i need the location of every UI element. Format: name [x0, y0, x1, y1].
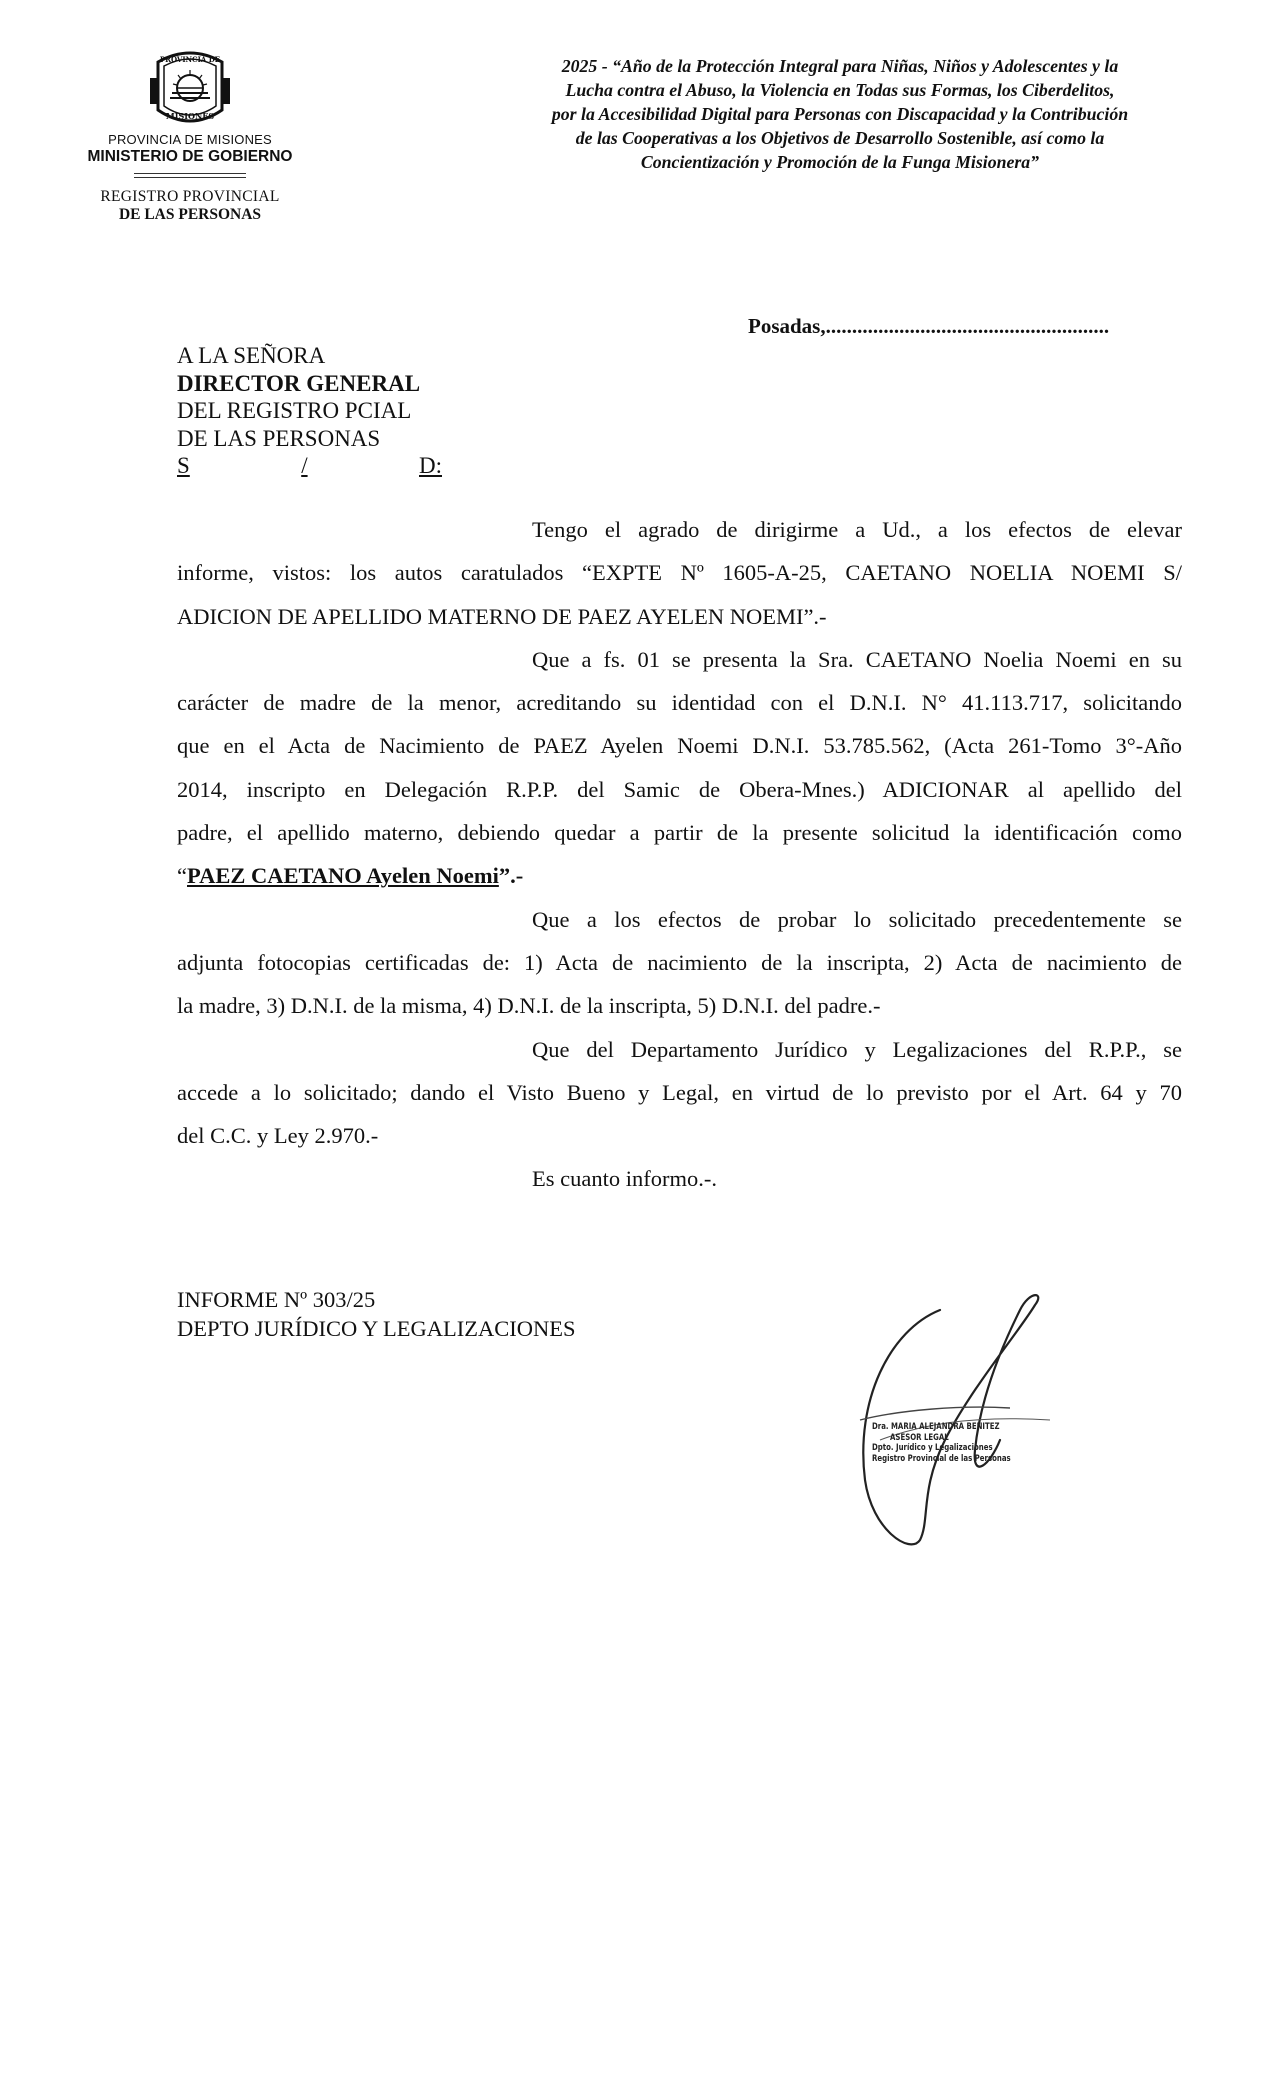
year-motto: [490, 54, 1190, 174]
provincial-seal-icon: [144, 48, 236, 130]
paragraph-line: padre, el apellido materno, debiendo quedar a partir de la presente solicitud la identificación como: [177, 820, 1182, 846]
paragraph-line: que en el Acta de Nacimiento de PAEZ Ayelen Noemi D.N.I. 53.785.562, (Acta 261-Tomo 3°-Año: [177, 733, 1182, 759]
ministry-name: MINISTERIO DE GOBIERNO: [87, 148, 293, 165]
closing-line: Es cuanto informo.-.: [532, 1166, 717, 1192]
motto-line: de las Cooperativas a los Objetivos de Desarrollo Sostenible, así como la: [575, 128, 1105, 148]
paragraph-line: ADICION DE APELLIDO MATERNO DE PAEZ AYELEN NOEMI”.-: [177, 603, 827, 629]
quote-close: ”.-: [498, 863, 524, 889]
paragraph-line: la madre, 3) D.N.I. de la misma, 4) D.N.I. de la inscripta, 5) D.N.I. del padre.-: [177, 993, 881, 1019]
quote-open: “: [177, 863, 187, 889]
addressee-block: [177, 342, 442, 480]
report-body: [177, 508, 1182, 1201]
sd-slash: /: [301, 453, 308, 478]
informe-block: [177, 1285, 576, 1343]
paragraph-line: Que del Departamento Jurídico y Legalizaciones del R.P.P., se: [532, 1036, 1182, 1062]
logo-divider-2: [134, 177, 246, 178]
paragraph-line: informe, vistos: los autos caratulados “EXPTE Nº 1605-A-25, CAETANO NOELIA NOEMI S/: [177, 560, 1182, 586]
sd-d: D:: [419, 453, 442, 478]
sd-s: S: [177, 453, 190, 478]
stamp-line: Dpto. Jurídico y Legalizaciones: [872, 1443, 993, 1453]
paragraph-line: Tengo el agrado de dirigirme a Ud., a los efectos de elevar: [532, 517, 1182, 542]
addressee-title: DIRECTOR GENERAL: [177, 370, 421, 396]
motto-line: 2025 - “Año de la Protección Integral para Niñas, Niños y Adolescentes y la: [561, 56, 1119, 76]
seal-text-bottom: MISIONES: [165, 111, 215, 121]
logo-divider: [134, 173, 246, 174]
motto-line: Lucha contra el Abuso, la Violencia en Todas sus Formas, los Ciberdelitos,: [565, 80, 1115, 100]
paragraph-line: Que a los efectos de probar lo solicitado precedentemente se: [532, 906, 1182, 932]
paragraph-line: carácter de madre de la menor, acreditando su identidad con el D.N.I. N° 41.113.717, solicitando: [177, 690, 1182, 716]
addressee-line: A LA SEÑORA: [177, 343, 326, 368]
registry-name-line1: REGISTRO PROVINCIAL: [100, 188, 280, 205]
place-date: Posadas,......................................................: [748, 314, 1110, 338]
stamp-line: ASESOR LEGAL: [890, 1432, 949, 1443]
final-name-line: [177, 854, 1182, 897]
paragraph-line: accede a lo solicitado; dando el Visto Bueno y Legal, en virtud de lo previsto por el Art. 64 y 70: [177, 1079, 1182, 1105]
paragraph-line: 2014, inscripto en Delegación R.P.P. del Samic de Obera-Mnes.) ADICIONAR al apellido del: [177, 776, 1182, 802]
header-logo-block: [70, 48, 310, 224]
motto-line: por la Accesibilidad Digital para Personas con Discapacidad y la Contribución: [551, 104, 1129, 124]
stamp-line: Dra. MARIA ALEJANDRA BENITEZ: [872, 1422, 1000, 1432]
addressee-line: DEL REGISTRO PCIAL: [177, 398, 412, 423]
paragraph-line: adjunta fotocopias certificadas de: 1) Acta de nacimiento de la inscripta, 2) Acta de nacimiento de: [177, 949, 1182, 975]
paragraph-line: del C.C. y Ley 2.970.-: [177, 1123, 379, 1149]
signature-stamp: [872, 1422, 1062, 1464]
motto-line: Concientización y Promoción de la Funga Misionera”: [640, 152, 1040, 172]
paragraph-line: Que a fs. 01 se presenta la Sra. CAETANO Noelia Noemi en su: [532, 646, 1182, 672]
stamp-line: Registro Provincial de las Personas: [872, 1453, 1011, 1464]
province-name: PROVINCIA DE MISIONES: [108, 132, 272, 147]
seal-text-top: PROVINCIA DE: [159, 55, 221, 64]
sd-line: [177, 452, 442, 480]
informe-number: INFORME Nº 303/25: [177, 1287, 376, 1312]
registry-name-line2: DE LAS PERSONAS: [118, 206, 262, 223]
informe-dept: DEPTO JURÍDICO Y LEGALIZACIONES: [177, 1316, 576, 1341]
addressee-line: DE LAS PERSONAS: [177, 425, 381, 451]
final-name: PAEZ CAETANO Ayelen Noemi: [187, 863, 499, 889]
